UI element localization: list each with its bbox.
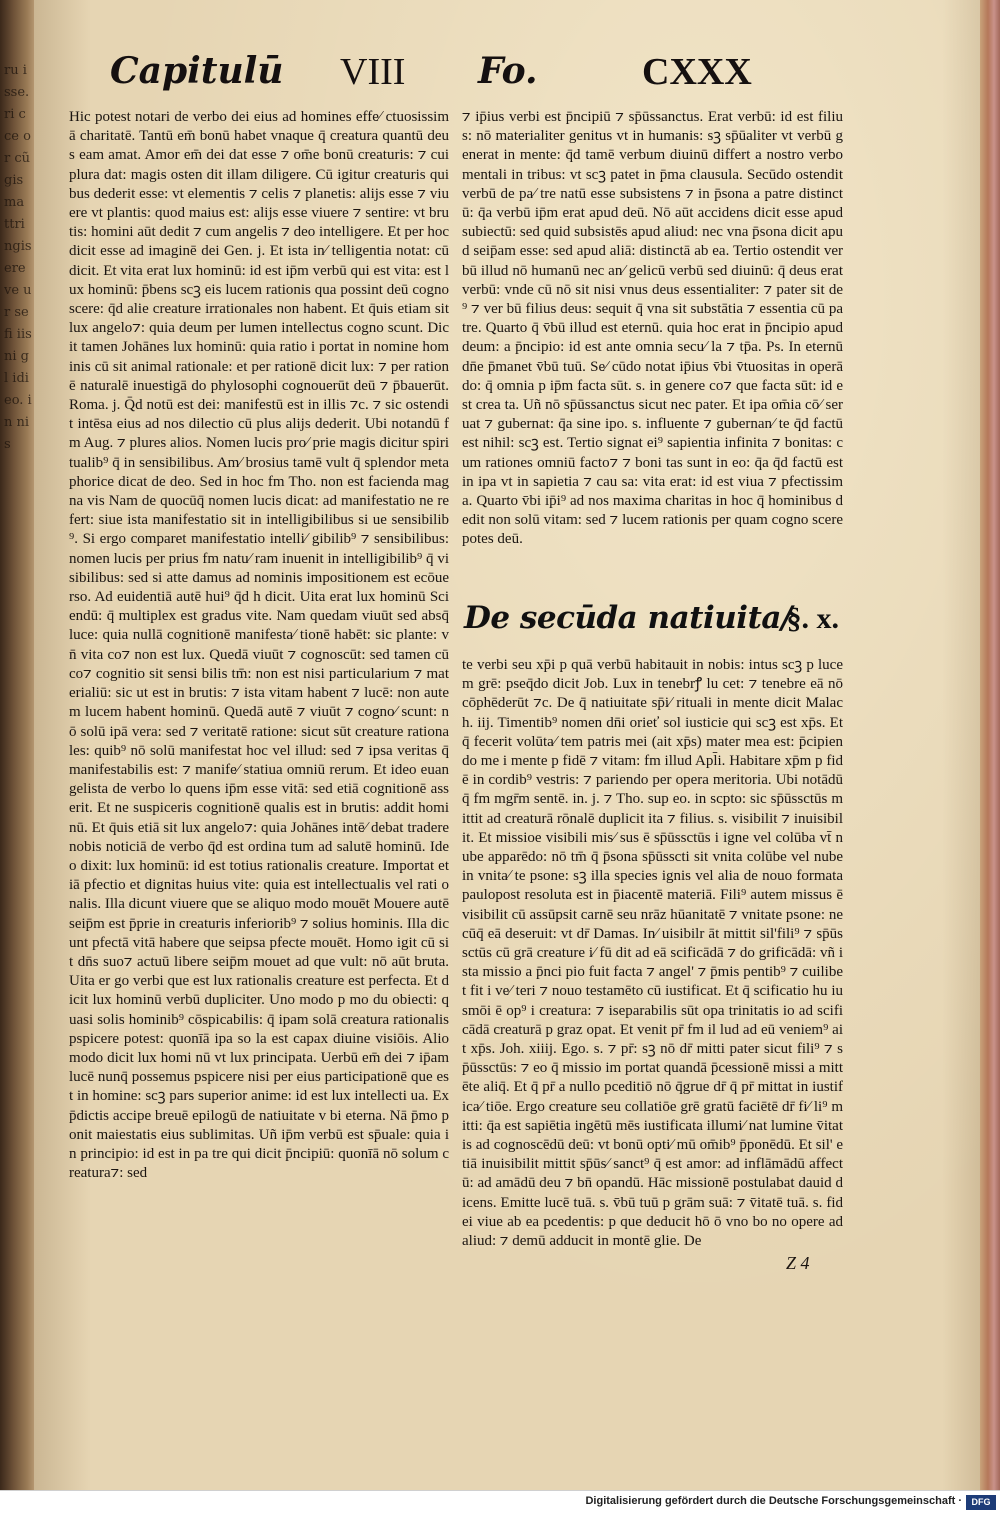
section-title: De secūda natiuita∕ [464,600,792,636]
book-binding [0,0,34,1490]
page-edge [980,0,1000,1490]
running-head-chapter: Capitulū [110,50,284,92]
signature-mark: Z 4 [786,1253,810,1273]
running-head-folio-number: CXXX [642,51,752,93]
digitization-footer [0,1490,1000,1514]
binding-gutter-text: ru isse. ri cce or cũ gis ma ttri ngis ere ve ur se fi iis ni gl idi eo. in nis [4,63,32,452]
section-mark: §. x. [786,602,839,635]
section-heading [462,598,843,652]
footer-credit: Digitalisierung gefördert durch die Deutsche Forschungsgemeinschaft · [585,1495,962,1507]
dfg-logo: DFG [966,1495,996,1510]
text-column-left: Hic potest notari de verbo dei eius ad homines effe∕ ctuosissimā charitatē. Tantū em̄ bonū habet vnaque q̄ creatura quantū deus eam amat. Amor em̄ dei dat esse ⁊ om̄e bonū creaturis: ⁊ cui plura dat: magis osten dit illam diligere. Cū igitur creaturis quibus dederit esse: vt elementis ⁊ celis ⁊ planetis: alijs esse ⁊ viuere vt plantis: quod maius est: alijs esse viuere ⁊ sentire: vt bru tis: homini aūt dedit ⁊ cum angelis ⁊ deo intelligere. Et per hoc dicit esse ad imaginē dei Gen. j. Et ista in∕ telligentia notat: cū dicit. Et vita erat lux hominū: id est ip̄m verbū qui est vita: est lux hominū: p̄bens scꝫ eis lucem rationis qua possint deū cognoscere: q̄d alie creature irrationales non habent. Et q̄uis etiam sit lux angelo⁊: quia deum per lumen intellectus cogno scunt. Dicit tamen Johānes lux hominū: quia ratio i portat in nomine hominis cū sit animal rationale: et per rationē dicit lux: ⁊ per rationē naturalē inuestigā do phylosophi cognouerūt deū ⁊ p̄bauerūt. Roma. j. Q̄d notū est dei: manifestū est in illis ⁊c. ⁊ sic ostendit intēsa eius ad nos dilectio cū plus alijs dederit. Ubi notandū fm Aug. ⁊ plures alios. Nomen lucis pro∕ prie magis dicitur spiritualib⁹ q̄ in sensibilibus. Am∕ brosius tamē vult q̄ splendor metaphorice dicat de deo. Sed in hoc fm Tho. non est facienda magna vis Nam de quocūq̄ nomen lucis dicat: ad manifestatio ne refert: siue ista manifestatio sit in intelligibilibus si ue sensibilib⁹. Si ergo comparet manifestatio intelli∕ gibilib⁹ ⁊ sensibilibus: nomen lucis per prius fm natu∕ ram inuenit in intelligibilib⁹ q̄ visibilibus: sed si atte damus ad nominis impositionem est ecōuerso. Ad euidentiā autē hui⁹ q̄d h dicit. Uita erat lux hominū Sciendū: q̄ multiplex est gradus vite. Nam quedam viuūt sed absq̄ luce: quia nullā cognitionē manifesta∕ tionē habēt: sic plante: vn̄ vita co⁊ non est lux. Quedā viuūt ⁊ cognoscūt: sed tamen cū co⁊ cognitio sit sensi bilis tm̄: non est nisi particularium ⁊ materialiū: sic ut est in brutis: ⁊ ista vitam habent ⁊ lucē: non autem lucem habent hominū. Quedā autē ⁊ viuūt ⁊ cogno∕ scunt: nō solū ipā vera: sed ⁊ veritatē ratione: sicut sūt creature rationales: quib⁹ nō solū manifestat hoc vel illud: sed ⁊ ipsa veritas q̄ manifestabilis est: ⁊ manife∕ statiua omniū rerum. Et ideo euangelista de verbo lo quens ip̄m esse vitā: sed etiā cognitionē asserit. Et ne suspiceris cognitionē qualis est in brutis: addit homi nū. Et q̄uis etiā sit lux angelo⁊: quia Johānes intē∕ debat tradere nobis noticiā de verbo q̄d est ordina tum ad salutē hominū. Ideo dixit: lux hominū: id est totius rationalis creature. Importat etiā pfectio et dignitas huius vite: quia est intellectualis vel rati onalis. Illa dicunt viuere que se aliquo modo mouēt Mouere autē seip̄m est p̄prie in creaturis inferiorib⁹ ⁊ solius hominis. Illa dicunt pfectā vitā habere que seipsa pfecte mouēt. Homo igit cū sit dn̄s suo⁊ actuū libere seip̄m mouet ad que vult: nō aūt bruta. Uita er go verbi que est lux rationalis creature est perfecta. Et dicit lux hominū verbū dupliciter. Uno modo p mo du obiecti: quasi solis hominib⁹ cōspicabilis: q̄ ipam solā creatura rationalis pspicere potest: quonīā ipa so la est capax diuine visiōis. Alio modo dicit lux homi nū vt lux principata. Uerbū em̄ dei ⁊ ip̄am lucē nunq̄ possemus pspicere nisi per eius participationē que est in homine: scꝫ pars superior anime: id est lux intellecti ua. Ex p̄dictis accipe breuē epilogū de natiuitate v bi eterna. Nā p̄mo ponit maiestatis eius sublimitas. Uñ ip̄m verbū est sp̄uale: quia in principio: id est in pa tre qui dicit p̄ncipiū: quonīā nō solum creatura⁊: sed [69,109,449,1182]
text-column-right-top: ⁊ ip̄ius verbi est p̄ncipiū ⁊ sp̄ūssanctus. Erat verbū: id est filius: nō materialiter genitus vt in humanis: sꝫ sp̄ūaliter vt verbū generat in mente: q̄d tamē verbum diuinū differt a nostro verbo mentali in tribus: vt scꝫ patet in p̄ma clausula. Secūdo ostendit verbū de pa∕ tre natū esse subsistens ⁊ in p̄sona a patre distinctū: q̄a verbū ip̄m erat apud deū. Nō aūt accidens dicit esse apud subiectū: sed quid subsistēs apud aliud: nec vna p̄sona dicit apud seip̄am esse: sed apud aliā: distinctā ab ea. Tertio ostendit verbū illud nō humanū nec an∕ gelicū verbū sed diuinū: q̄ deus erat verbū: vnde cū nō sit nisi vnus deus essentialiter: ⁊ pater sit de⁹ ⁊ ver bū filius deus: sequit q̄ vna sit substātia ⁊ essentia cū patre. Quarto q̄ v̄bū illud est eternū. quia hoc erat in p̄ncipio apud deum: a p̄ncipio: id est ante omnia secu∕ la ⁊ tp̄a. Ps. In eternū dn̄e p̄manet v̄bū tuū. Se∕ cūdo notat ip̄ius v̄bi v̄tuositas in operādo: q̄ omnia p ip̄m facta sūt. s. in genere co⁊ que facta sūt: id est crea ta. Uñ nō sp̄ūssanctus sicut nec pater. Et ipa om̄ia cō∕ seruat ⁊ gubernat: q̄a sine ipo. s. influente ⁊ gubernan∕ te q̄d factū est nihil: scꝫ est. Tertio signat ei⁹ sapientia infinita ⁊ bonitas: cum rationes omniū facto⁊ ⁊ boni tas sunt in eo: q̄a q̄d factū est in ipa vt in sapietia ⁊ cau sa: vita erat: id est viua ⁊ pfectissima. Quarto v̄bi ip̄i⁹ ad nos maxima charitas in hoc q̄ hominibus dedit non solū vitam: sed ⁊ lucem rationis per quam cogno scere potes deū. [462,109,843,548]
running-head-chapter-number: VIII [340,51,406,93]
text-column-right-bottom: te verbi seu xp̄i p quā verbū habitauit in nobis: intus scꝫ p lucem grē: pseq̄do dicit Job. Lux in tenebrꝭ lu cet: ⁊ tenebre eā nō cōphēderūt ⁊c. De q̄ natiuitate sp̄i∕ rituali in mente dicit Malach. iij. Timentib⁹ nomen dn̄i orieť sol iusticie qui scꝫ est xp̄s. Et q̄ fecerit volūta∕ tem patris mei (ait xp̄s) mater mea est: p̄cipiendo me i mente p fidē ⁊ vitam: fm illud Apl̄i. Habitare xp̄m p fidē in cordib⁹ vestris: ⁊ pariendo per opera meritoria. Ubi notādū q̄ fm mgr̄m sentē. in. j. ⁊ Tho. sup eo. in scpto: sic sp̄ūssctūs mittit ad creaturā rōnalē duplicit ita ⁊ filius. s. visibilit ⁊ inuisibilit. Et missioe visibili mis∕ sus ē sp̄ūssctūs i igne vel colūba vt̄ nube apparēdo: nō tm̄ q̄ p̄sona sp̄ūsscti sit vnita colūbe vel nube in vnita∕ te psone: sꝫ illa species ignis vel alia de nouo formata paulopost resoluta est in p̄iacentē materiā. Fili⁹ autem missus ē visibilit cū assūpsit carnē seu nrāz hūanitatē ⁊ vnitate psone: necūq̄ eā deseruit: vt dr̄ Damas. In∕ uisibilr āt mittit sil'fili⁹ ⁊ sp̄ūssctūs cū grā creature i∕ fū dit ad eā scificādā ⁊ do grificādā: vñ ista missio a p̄nci pio fuit facta ⁊ angel' ⁊ p̄mis pentib⁹ ⁊ cuilibet fit i ve∕ teri ⁊ nouo testamēto cū iustificat. Et q̄ scificatio hu iusmōi ē op⁹ i creatura: ⁊ iseparabilis sūt opa trinitatis io ad scificādā creaturā p graz opat. Et venit pr̄ fm il lud ad eū veniem⁹ ait xp̄s. Joh. xiiij. Ego. s. ⁊ pr̄: sꝫ nō dr̄ mitti pater sicut fili⁹ ⁊ sp̄ūssctūs: ⁊ eo q̄ missio im portat quandā p̄cessionē missi a mittēte aliq̄. Et q̄ pr̄ a nullo pceditiō nō q̄grue dr̄ q̄ pr̄ mittat in iustifica∕ tiōe. Ergo creature seu collatiōe grē gratū faciētē dr̄ fi∕ li⁹ mitti: q̄a est sapiētia ingētū mēs iustificata illumi∕ nat lumine v̄itatis ad cognoscēdū deū: vt bonū opti∕ mū om̄ib⁹ p̄ponēdū. Et sil' etiā inuisibilit mittit sp̄ūs∕ sanct⁹ q̄ est amor: ad inflāmādū affectū: ad amādū deu ⁊ bn̄ opandū. Hāc missionē postulabat dauid dicens. Emitte lucē tuā. s. v̄bū tuū p grām suā: ⁊ v̄itatē tuā. s. fidei viue ab ea pcedentis: p que deducit hō ō vno bo no opere ad aliud: ⁊ demū adducit in montē glie. De [462,657,843,1250]
running-head-folio-label: Fo. [478,50,538,92]
